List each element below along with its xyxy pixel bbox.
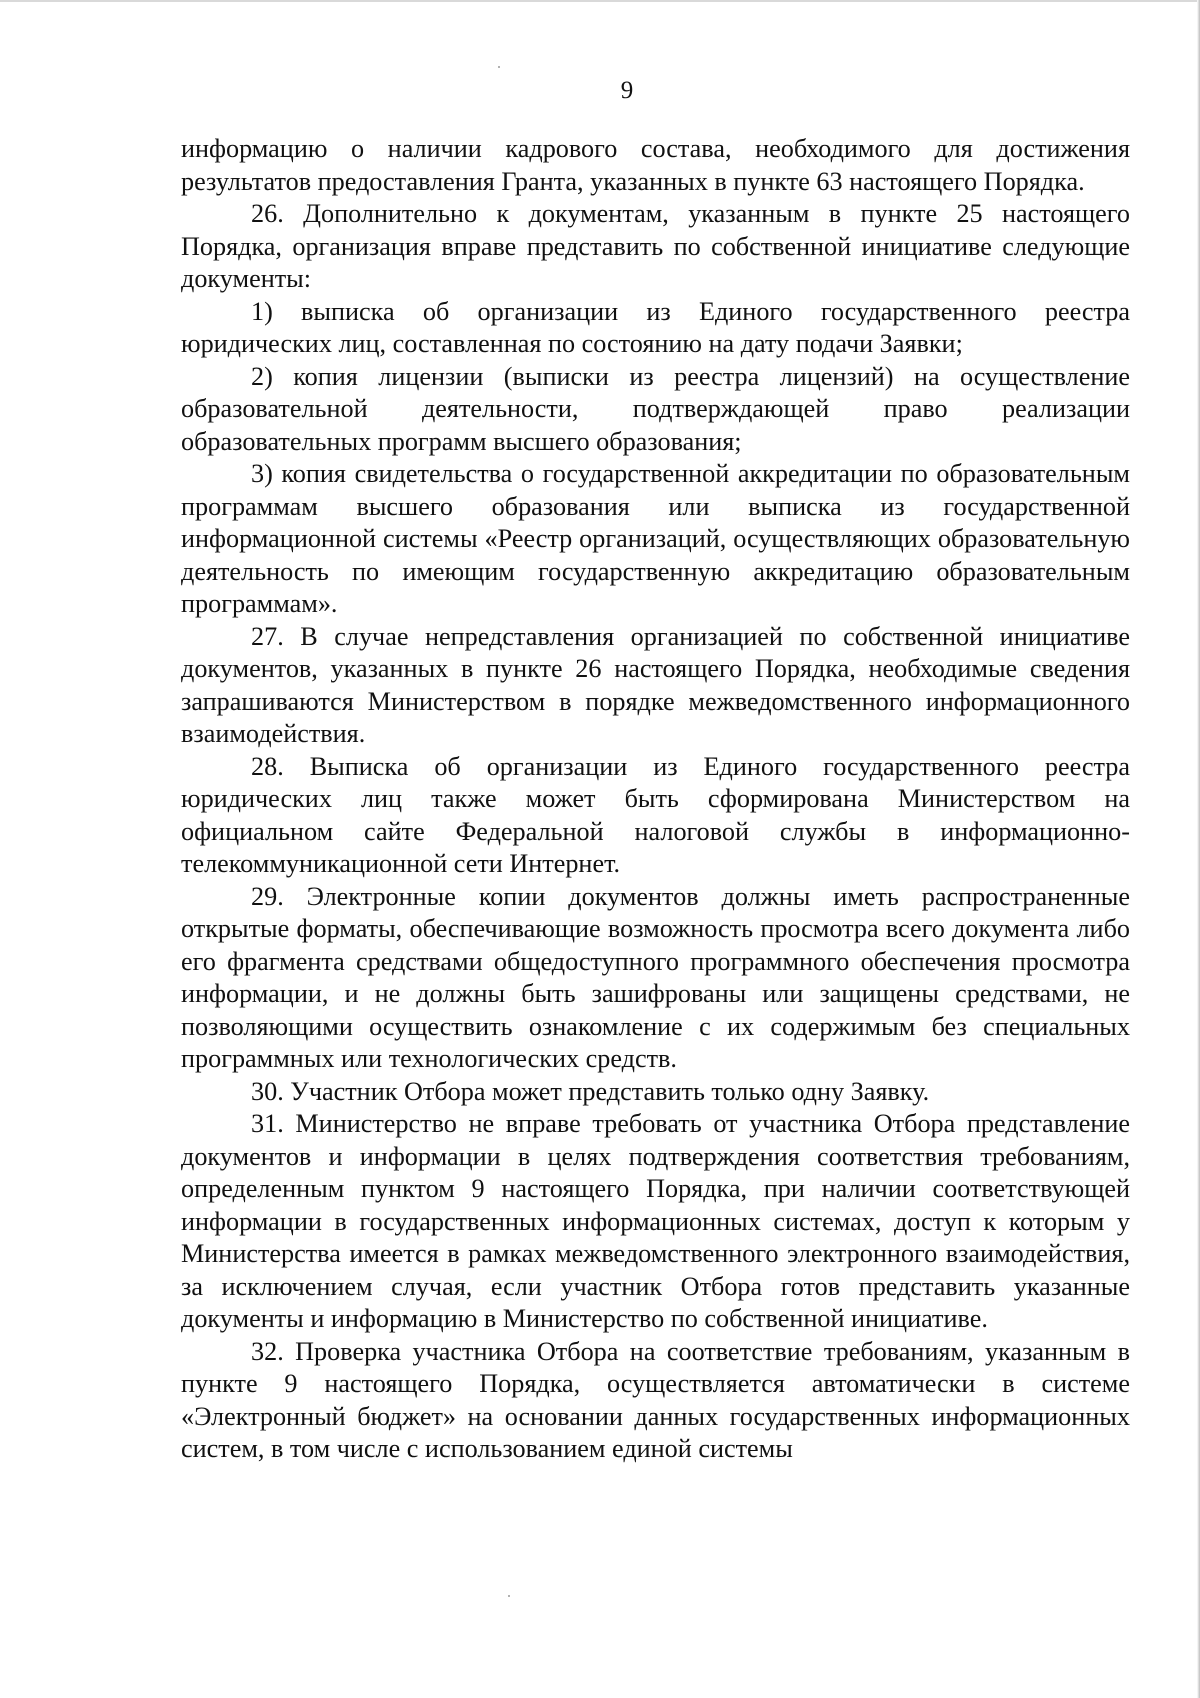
scan-top-edge [0, 0, 1200, 2]
paragraph-27: 27. В случае непредставления организацией по собственной инициативе документов, указанных в пункте 26 настоящего Порядка, необходимые сведения запрашиваются Министерством в порядке межведомственного информационного взаимодействия. [181, 621, 1130, 748]
list-item-3: 3) копия свидетельства о государственной аккредитации по образовательным программам высшего образования или выписка из государственной информационной системы «Реестр организаций, осуществляющих образовательную деятельность по имеющим государственную аккредитацию образовательным программам». [181, 459, 1130, 618]
list-item-1: 1) выписка об организации из Единого государственного реестра юридических лиц, составленная по состоянию на дату подачи Заявки; [181, 296, 1130, 358]
paragraph-32: 32. Проверка участника Отбора на соответствие требованиям, указанным в пункте 9 настоящего Порядка, осуществляется автоматически в системе «Электронный бюджет» на основании данных государственных информационных систем, в том числе с использованием единой системы [181, 1336, 1130, 1463]
list-item-2: 2) копия лицензии (выписки из реестра лицензий) на осуществление образовательной деятельности, подтверждающей право реализации образовательных программ высшего образования; [181, 361, 1130, 456]
paragraph-26: 26. Дополнительно к документам, указанным в пункте 25 настоящего Порядка, организация вправе представить по собственной инициативе следующие документы: [181, 199, 1130, 293]
paragraph-continuation: информацию о наличии кадрового состава, необходимого для достижения результатов предоставления Гранта, указанных в пункте 63 настоящего Порядка. [181, 134, 1130, 196]
paragraph-30: 30. Участник Отбора может представить только одну Заявку. [251, 1076, 930, 1106]
paragraph-29: 29. Электронные копии документов должны иметь распространенные открытые форматы, обеспечивающие возможность просмотра всего документа либо его фрагмента средствами общедоступного программного обеспечения просмотра информации, и не должны быть зашифрованы или защищены средствами, не позволяющими осуществить ознакомление с их содержимым без специальных программных или технологических средств. [181, 881, 1130, 1073]
paragraph-31: 31. Министерство не вправе требовать от участника Отбора представление документов и информации в целях подтверждения соответствия требованиям, определенным пунктом 9 настоящего Порядка, при наличии соответствующей информации в государственных информационных системах, доступ к которым у Министерства имеется в рамках межведомственного электронного взаимодействия, за исключением случая, если участник Отбора готов представить указанные документы и информацию в Министерство по собственной инициативе. [181, 1109, 1130, 1333]
document-body [181, 133, 1130, 1466]
page-number: 9 [620, 77, 634, 104]
scan-speck [498, 66, 500, 68]
paragraph-28: 28. Выписка об организации из Единого государственного реестра юридических лиц также может быть сформирована Министерством на официальном сайте Федеральной налоговой службы в информационно-телекоммуникационной сети Интернет. [181, 751, 1130, 878]
scan-speck [508, 1595, 510, 1597]
